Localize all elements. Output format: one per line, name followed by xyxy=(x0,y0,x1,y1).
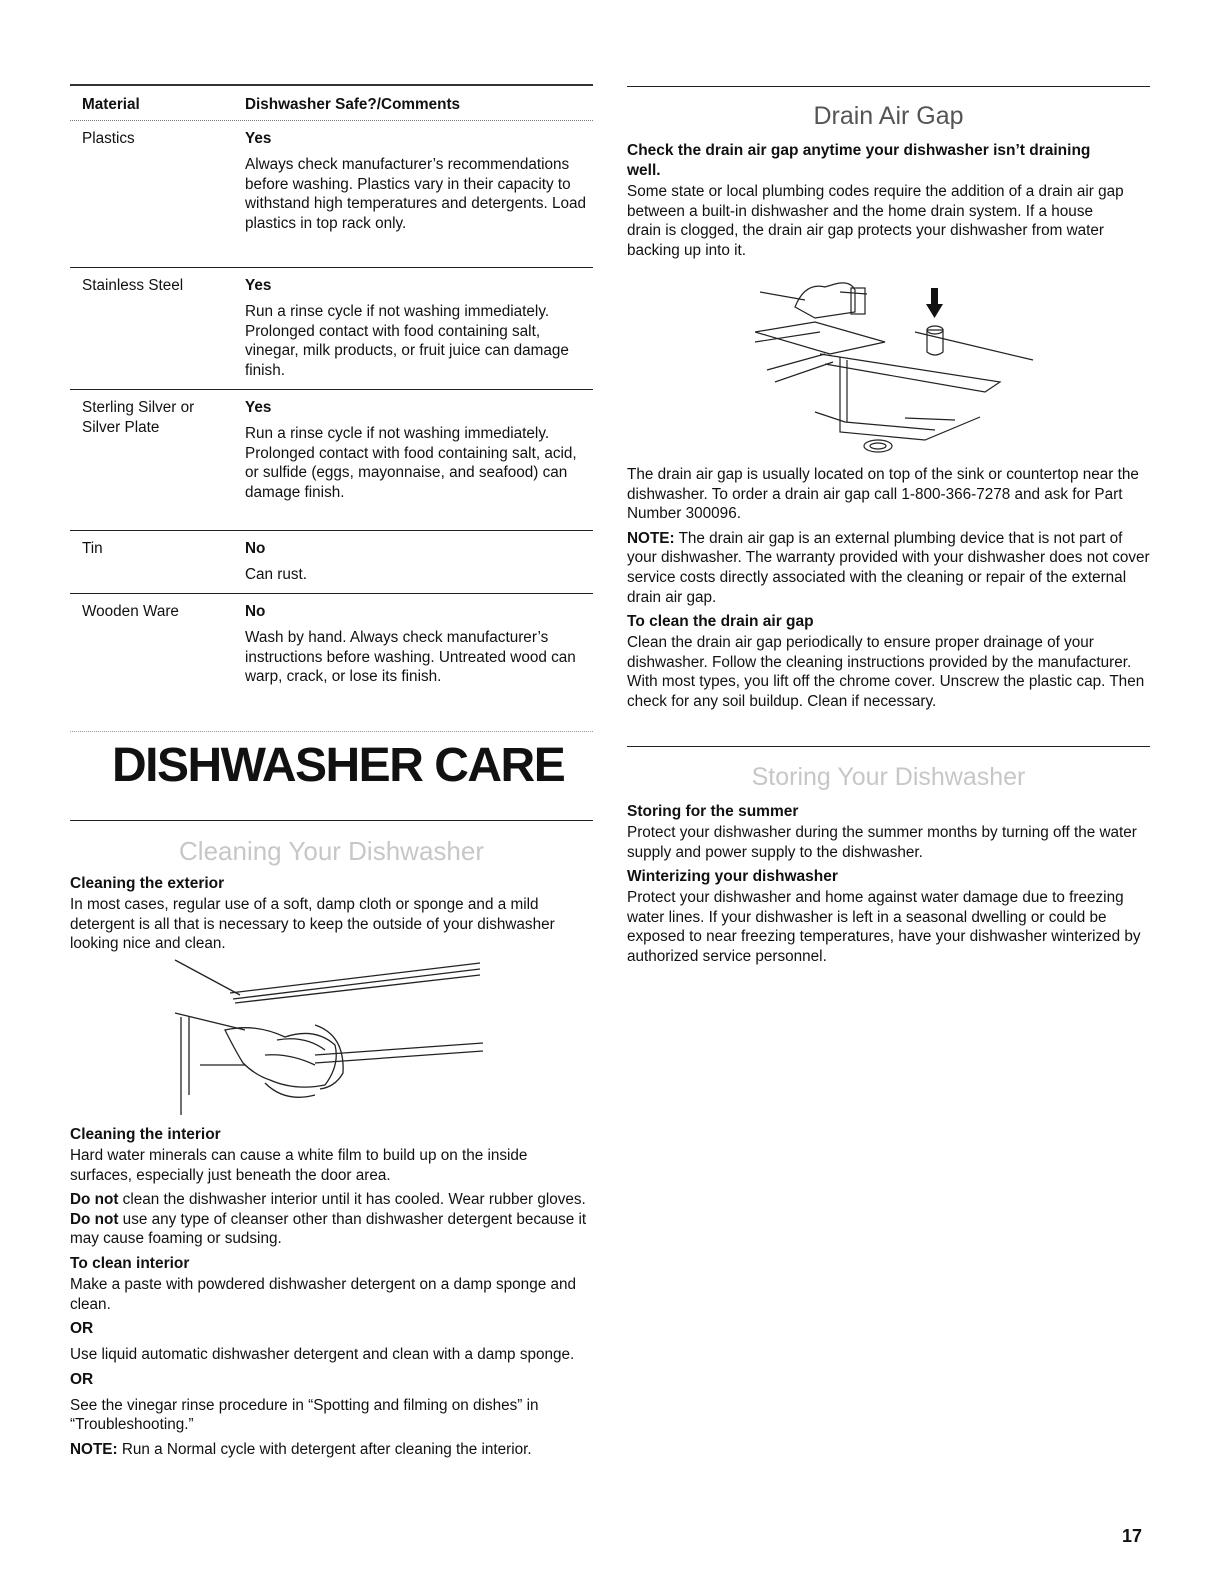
liquid-detergent-text: Use liquid automatic dishwasher detergent and clean with a damp sponge. xyxy=(70,1346,575,1364)
winter-text: Protect your dishwasher and home against water damage due to freezing water lines. If your dishwasher is left in a seasonal dwelling or could be exposed to near freezing temperatures, have your dishwasher winterized by authorized service personnel. xyxy=(627,889,1141,965)
donot-label: Do not xyxy=(70,1191,119,1209)
comment: Run a rinse cycle if not washing immediately. Prolonged contact with food containing salt, acid, or sulfide (eggs, mayonnaise, and seafood) can damage finish. xyxy=(245,425,577,501)
note-text: The drain air gap is an external plumbing device that is not part of your dishwasher. The warranty provided with your dishwasher does not cover service costs directly associated with the cleaning or repair of the external drain air gap. xyxy=(627,529,1150,606)
drain-air-gap-title: Drain Air Gap xyxy=(813,102,964,130)
winter-heading: Winterizing your dishwasher xyxy=(627,868,838,886)
divider xyxy=(627,746,1150,747)
comment: Run a rinse cycle if not washing immediately. Prolonged contact with food containing salt, vinegar, milk products, or fruit juice can damage finish. xyxy=(245,303,569,379)
comment: Wash by hand. Always check manufacturer’s instructions before washing. Untreated wood can warp, crack, or lose its finish. xyxy=(245,629,576,686)
note-text: Run a Normal cycle with detergent after cleaning the interior. xyxy=(117,1440,532,1458)
safe-value: Yes xyxy=(245,399,272,416)
interior-note xyxy=(70,1440,593,1460)
comment: Always check manufacturer’s recommendations before washing. Plastics vary in their capacity to withstand high temperatures and detergents. Load plastics in top rack only. xyxy=(245,156,587,232)
exterior-section xyxy=(70,874,593,954)
material-name: Sterling Silver or Silver Plate xyxy=(82,399,195,436)
drain-details-section xyxy=(627,465,1150,712)
col-material-header: Material xyxy=(82,96,140,113)
col-safe-header: Dishwasher Safe?/Comments xyxy=(245,96,461,113)
drain-note xyxy=(627,529,1150,607)
cleaning-exterior-illustration xyxy=(165,955,495,1115)
summer-heading: Storing for the summer xyxy=(627,803,799,820)
divider xyxy=(70,820,593,821)
page-title: DISHWASHER CARE xyxy=(112,739,565,792)
donot-text: clean the dishwasher interior until it has cooled. Wear rubber gloves. xyxy=(118,1191,586,1209)
safe-value: No xyxy=(245,603,266,620)
or-label: OR xyxy=(70,1320,94,1338)
safe-value: No xyxy=(245,540,266,557)
exterior-text: In most cases, regular use of a soft, damp cloth or sponge and a mild detergent is all that is necessary to keep the outside of your dishwasher looking nice and clean. xyxy=(70,896,555,953)
material-name: Wooden Ware xyxy=(82,603,179,620)
donot-paragraph xyxy=(70,1190,593,1249)
drain-air-gap-illustration xyxy=(755,272,1040,460)
interior-text: Hard water minerals can cause a white film to build up on the inside surfaces, especially just beneath the door area. xyxy=(70,1147,528,1184)
vinegar-rinse-text: See the vinegar rinse procedure in “Spotting and filming on dishes” in “Troubleshooting.” xyxy=(70,1396,539,1434)
table-row xyxy=(70,531,593,594)
material-name: Plastics xyxy=(82,130,135,147)
divider xyxy=(627,86,1150,87)
drain-check-heading: Check the drain air gap anytime your dishwasher isn’t draining well. xyxy=(627,142,1091,179)
storing-section-title: Storing Your Dishwasher xyxy=(751,763,1026,791)
note-label: NOTE: xyxy=(70,1440,118,1458)
summer-text: Protect your dishwasher during the summer months by turning off the water supply and power supply to the dishwasher. xyxy=(627,824,1137,861)
material-name: Tin xyxy=(82,540,103,557)
clean-drain-heading: To clean the drain air gap xyxy=(627,613,814,631)
material-name: Stainless Steel xyxy=(82,277,184,294)
page-number: 17 xyxy=(1122,1526,1143,1546)
cleaning-section-title: Cleaning Your Dishwasher xyxy=(179,836,484,866)
note-label: NOTE: xyxy=(627,529,675,547)
or-label: OR xyxy=(70,1370,94,1388)
storing-section xyxy=(627,802,1150,967)
safe-value: Yes xyxy=(245,277,272,294)
table-row xyxy=(70,594,593,714)
material-table xyxy=(70,84,593,714)
drain-intro-text: Some state or local plumbing codes require the addition of a drain air gap between a built-in dishwasher and the home drain system. If a house drain is clogged, the drain air gap protects your dishwasher from water backing up into it. xyxy=(627,183,1124,259)
comment: Can rust. xyxy=(245,566,308,583)
exterior-heading: Cleaning the exterior xyxy=(70,875,225,892)
table-row xyxy=(70,268,593,390)
drain-intro-section xyxy=(627,141,1127,260)
drain-location-text: The drain air gap is usually located on top of the sink or countertop near the dishwasher. To order a drain air gap call 1-800-366-7278 and ask for Part Number 300096. xyxy=(627,466,1139,523)
to-clean-interior-text: Make a paste with powdered dishwasher detergent on a damp sponge and clean. xyxy=(70,1275,576,1313)
clean-drain-text: Clean the drain air gap periodically to ensure proper drainage of your dishwasher. Follow the cleaning instructions provided by the manufacturer. With most types, you lift off the chrome cover. Unscrew the plastic cap. Then check for any soil buildup. Clean if necessary. xyxy=(627,634,1145,710)
table-row xyxy=(70,121,593,268)
donot-text: use any type of cleanser other than dishwasher detergent because it may cause foaming or sudsing. xyxy=(70,1210,587,1248)
donot-label: Do not xyxy=(70,1210,119,1228)
table-header xyxy=(70,84,593,121)
divider xyxy=(70,731,593,732)
interior-heading: Cleaning the interior xyxy=(70,1126,221,1143)
to-clean-interior-heading: To clean interior xyxy=(70,1254,190,1272)
interior-section xyxy=(70,1125,593,1460)
safe-value: Yes xyxy=(245,130,272,147)
table-row xyxy=(70,390,593,531)
